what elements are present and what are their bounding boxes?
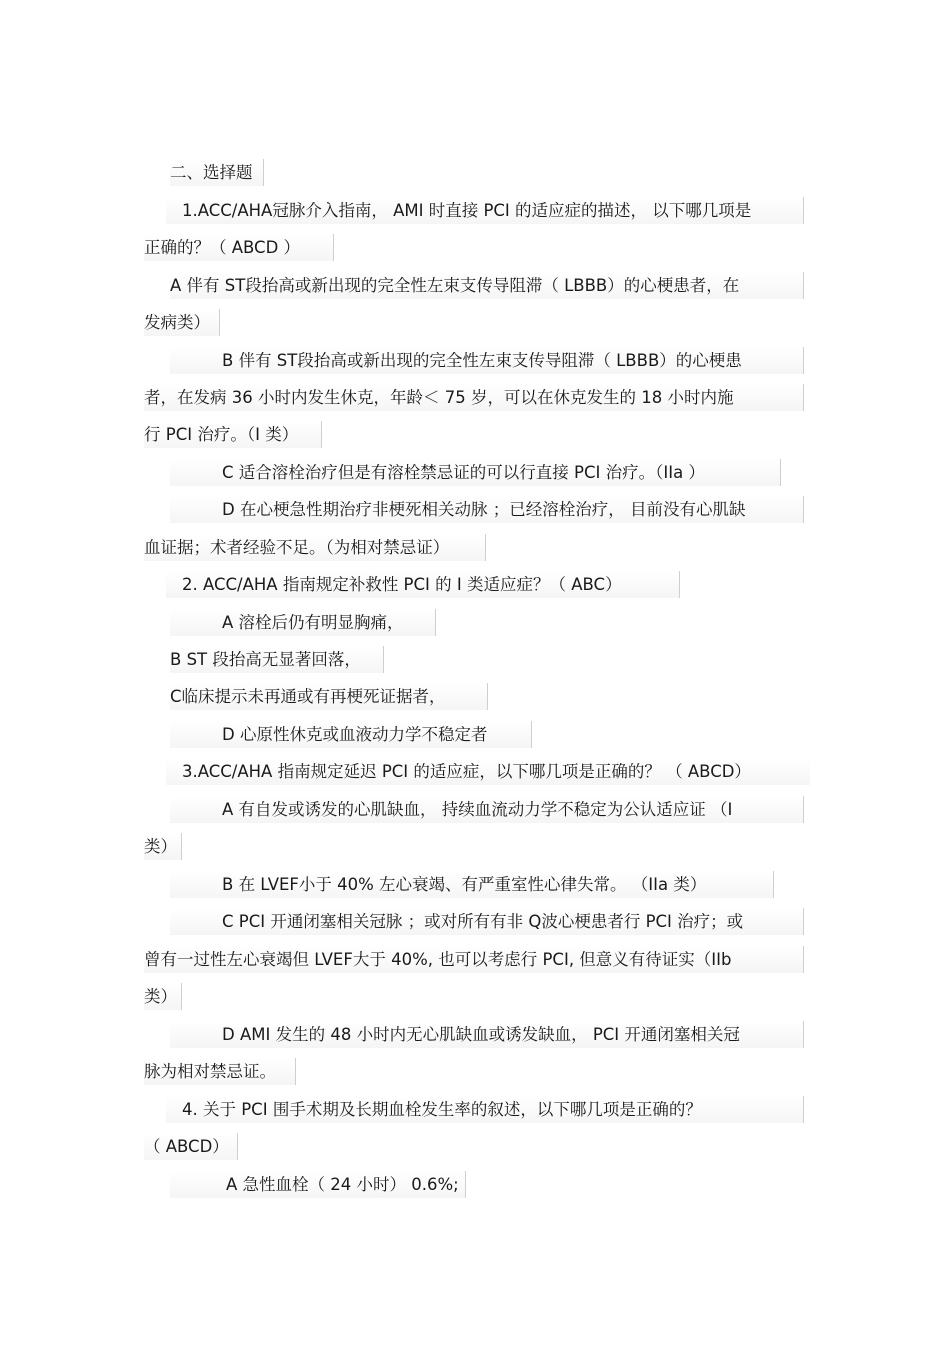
- option-1b-line-1: B 伴有 ST段抬高或新出现的完全性左束支传导阻滞（ LBBB）的心梗患: [170, 347, 804, 374]
- question-1-stem: 1.ACC/AHA冠脉介入指南， AMI 时直接 PCI 的适应症的描述， 以下哪几项是: [166, 197, 804, 224]
- option-2c: C临床提示未再通或有再梗死证据者，: [170, 683, 488, 710]
- option-3b: B 在 LVEF小于 40% 左心衰竭、有严重室性心律失常。 （IIa 类）: [170, 871, 774, 898]
- question-1-answer: 正确的？（ ABCD ）: [144, 234, 334, 261]
- question-2-stem: 2. ACC/AHA 指南规定补救性 PCI 的 I 类适应症？（ ABC）: [166, 571, 680, 598]
- option-2d: D 心原性休克或血液动力学不稳定者: [170, 721, 532, 748]
- option-3c-line-2: 曾有一过性左心衰竭但 LVEF大于 40%, 也可以考虑行 PCI, 但意义有待证实（IIb: [144, 946, 804, 973]
- option-3c-line-1: C PCI 开通闭塞相关冠脉 ；或对所有有非 Q波心梗患者行 PCI 治疗；或: [170, 908, 804, 935]
- option-2a: A 溶栓后仍有明显胸痛，: [170, 609, 436, 636]
- option-3a-line-2: 类）: [144, 833, 182, 860]
- option-1d-line-2: 血证据；术者经验不足。（为相对禁忌证）: [144, 534, 486, 561]
- option-3d-line-1: D AMI 发生的 48 小时内无心肌缺血或诱发缺血， PCI 开通闭塞相关冠: [170, 1021, 804, 1048]
- option-3a-line-1: A 有自发或诱发的心肌缺血， 持续血流动力学不稳定为公认适应证 （I: [170, 796, 804, 823]
- option-1a-line-1: A 伴有 ST段抬高或新出现的完全性左束支传导阻滞（ LBBB）的心梗患者，在: [170, 272, 804, 299]
- option-3d-line-2: 脉为相对禁忌证。: [144, 1058, 296, 1085]
- question-4-answer: （ ABCD）: [144, 1133, 238, 1160]
- option-1d-line-1: D 在心梗急性期治疗非梗死相关动脉 ；已经溶栓治疗， 目前没有心肌缺: [170, 496, 804, 523]
- option-1b-line-3: 行 PCI 治疗。（I 类）: [144, 421, 322, 448]
- option-1a-line-2: 发病类）: [144, 309, 220, 336]
- option-1b-line-2: 者，在发病 36 小时内发生休克，年龄＜ 75 岁，可以在休克发生的 18 小时内施: [144, 384, 804, 411]
- option-2b: B ST 段抬高无显著回落，: [170, 646, 384, 673]
- option-1c: C 适合溶栓治疗但是有溶栓禁忌证的可以行直接 PCI 治疗。（IIa ）: [170, 459, 781, 486]
- option-4a: A 急性血栓（ 24 小时） 0.6%;: [170, 1171, 466, 1198]
- option-3c-line-3: 类）: [144, 983, 182, 1010]
- question-3-stem: 3.ACC/AHA 指南规定延迟 PCI 的适应症，以下哪几项是正确的？ （ ABCD）: [166, 758, 810, 785]
- question-4-stem: 4. 关于 PCI 围手术期及长期血栓发生率的叙述，以下哪几项是正确的？: [166, 1096, 804, 1123]
- section-title: 二、选择题: [170, 159, 264, 186]
